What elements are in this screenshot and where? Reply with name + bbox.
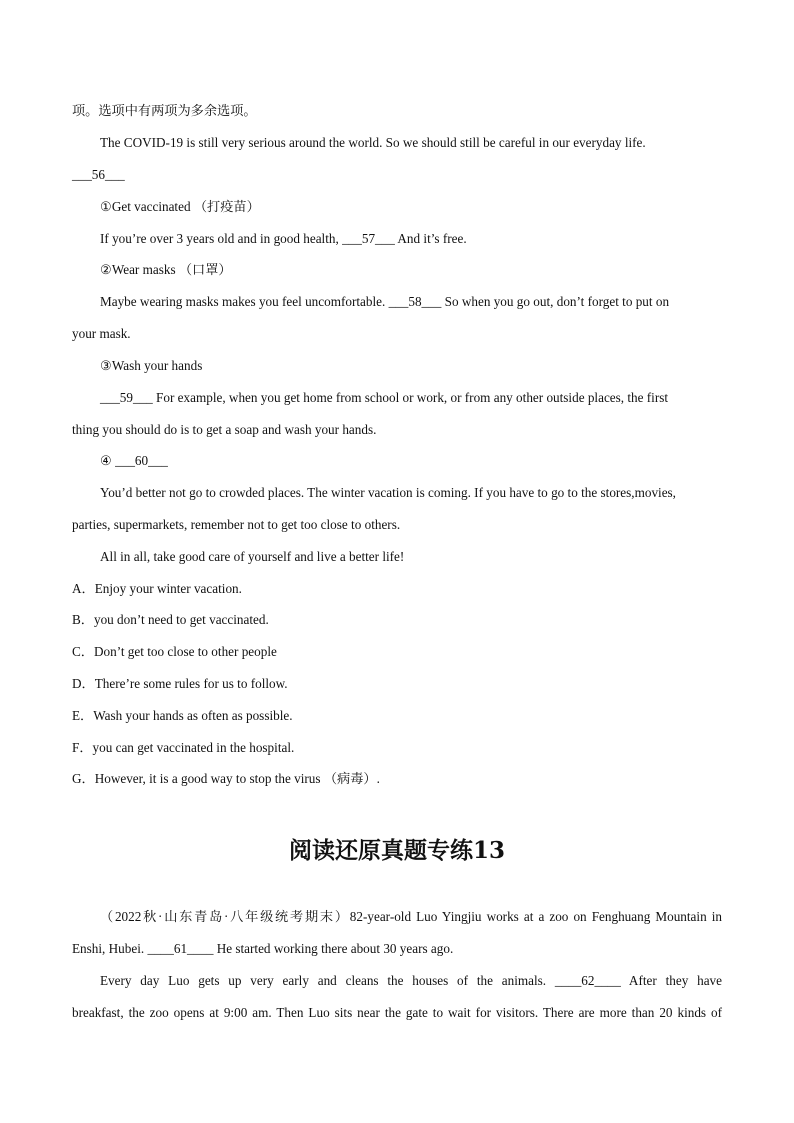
text: Every day Luo gets up very early and cleans the houses of the animals. [100, 973, 555, 988]
text: Enshi, Hubei. [72, 941, 148, 956]
text: After they have [620, 973, 723, 988]
blank-59: ___59___ [100, 390, 153, 405]
option-d: D．There’re some rules for us to follow. [72, 676, 288, 691]
text: So when you go out, don’t forget to put on [441, 294, 670, 309]
passage-line-1: （2022秋·山东青岛·八年级统考期末）82-year-old Luo Yingjiu works at a zoo on Fenghuang Mountain in [100, 909, 722, 924]
option-a: A．Enjoy your winter vacation. [72, 581, 242, 596]
passage-line-2 [72, 940, 453, 958]
intro-tail: 项。选项中有两项为多余选项。 [72, 103, 257, 118]
paragraph-3-cont: your mask. [72, 326, 131, 341]
paragraph-5-cont: parties, supermarkets, remember not to get too close to others. [72, 517, 401, 532]
option-c: C．Don’t get too close to other people [72, 644, 277, 659]
option-b: B．you don’t need to get vaccinated. [72, 612, 269, 627]
text: Maybe wearing masks makes you feel uncomfortable. [100, 294, 389, 309]
blank-60: ___60___ [115, 453, 168, 468]
text: He started working there about 30 years ago. [213, 941, 454, 956]
paragraph-1: The COVID-19 is still very serious around the world. So we should still be careful in our everyday life. [100, 135, 646, 150]
passage-line-4: breakfast, the zoo opens at 9:00 am. Then Luo sits near the gate to wait for visitors. There are more than 20 kinds of [72, 1005, 722, 1020]
blank-57: ___57___ [342, 231, 395, 246]
text: For example, when you get home from school or work, or from any other outside places, the first [152, 390, 669, 405]
heading-vaccinated: ①Get vaccinated （打疫苗） [100, 199, 260, 214]
heading-masks: ②Wear masks （口罩） [100, 262, 232, 277]
heading-wash: ③Wash your hands [100, 358, 203, 373]
paragraph-2 [100, 230, 467, 248]
section-title: 阅读还原真题专练13 [288, 837, 505, 864]
option-e: E．Wash your hands as often as possible. [72, 708, 293, 723]
paragraph-6: All in all, take good care of yourself and live a better life! [100, 549, 405, 564]
option-f: F．you can get vaccinated in the hospital. [72, 740, 295, 755]
paragraph-4 [100, 389, 668, 407]
blank-56: ___56___ [72, 167, 125, 182]
passage-line-3 [100, 972, 722, 990]
paragraph-5: You’d better not go to crowded places. The winter vacation is coming. If you have to go to the stores,movies, [100, 485, 676, 500]
blank-62: ____62____ [554, 973, 621, 988]
paragraph-3 [100, 293, 669, 311]
paragraph-4-cont: thing you should do is to get a soap and wash your hands. [72, 422, 377, 437]
heading-4 [100, 452, 168, 470]
blank-61: ____61____ [147, 941, 214, 956]
blank-58: ___58___ [388, 294, 442, 309]
text: If you’re over 3 years old and in good health, [100, 231, 343, 246]
text: ④ [100, 453, 116, 468]
text: And it’s free. [394, 231, 467, 246]
option-g: G．However, it is a good way to stop the virus （病毒）. [72, 771, 380, 786]
